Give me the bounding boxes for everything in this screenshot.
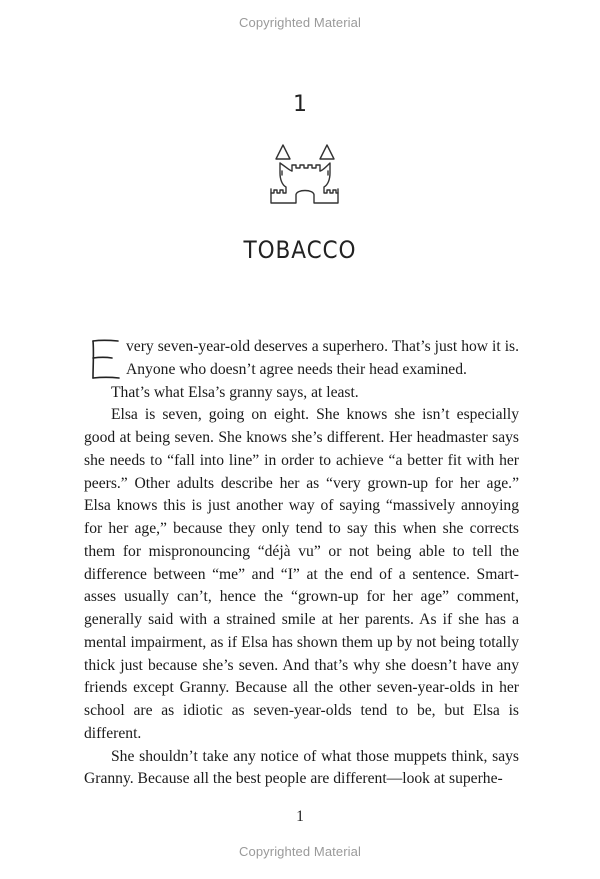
copyright-watermark-top: Copyrighted Material bbox=[239, 15, 361, 30]
copyright-watermark-bottom: Copyrighted Material bbox=[239, 844, 361, 859]
castle-icon bbox=[268, 141, 340, 207]
chapter-body bbox=[84, 336, 519, 791]
paragraph-2: That’s what Elsa’s granny says, at least. bbox=[111, 383, 359, 401]
chapter-number: 1 bbox=[293, 92, 307, 117]
paragraph-1-text: very seven-year-old deserves a superhero. That’s just how it is. Anyone who doesn’t agree needs their head examined. bbox=[126, 338, 519, 378]
chapter-title: TOBACCO bbox=[243, 236, 357, 264]
paragraph-3: Elsa is seven, going on eight. She knows she isn’t especially good at being seven. She knows she’s different. Her headmaster says she needs to “fall into line” in order to achieve “a better fit with her peers.” Other adults describe her as “very grown-up for her age.” Elsa knows this is just another way of saying “massively annoying for her age,” because they only tend to say this when she corrects them for mispronouncing “déjà vu” or not being able to tell the difference between “me” and “I” at the end of a sentence. Smart-asses usually can’t, hence the “grown-up for her age” comment, generally said with a strained smile at her parents. As if she has a mental impairment, as if Elsa has shown them up by not being totally thick just because she’s seven. And that’s why she doesn’t have any friends except Granny. Because all the other seven-year-olds in her school are as idiotic as seven-year-olds tend to be, but Elsa is different. bbox=[84, 406, 519, 742]
dropcap-letter bbox=[88, 338, 122, 380]
page-number: 1 bbox=[296, 808, 304, 825]
paragraph-1 bbox=[84, 336, 519, 382]
paragraph-4: She shouldn’t take any notice of what those muppets think, says Granny. Because all the best people are different—look at superhe- bbox=[84, 747, 519, 788]
